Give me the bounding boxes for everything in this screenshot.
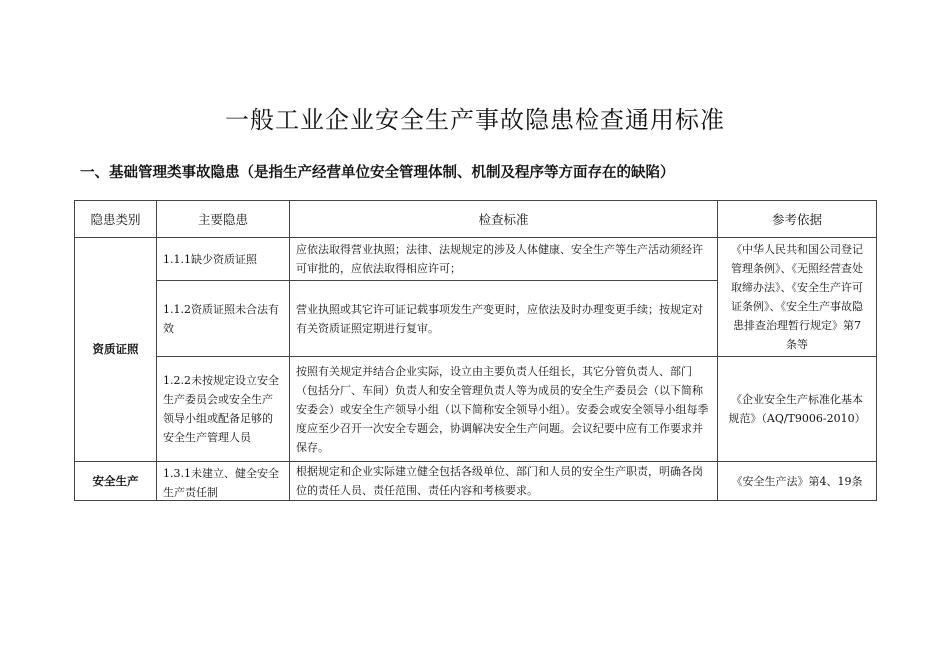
reference-cell: 《中华人民共和国公司登记管理条例》、《无照经营查处取缔办法》、《安全生产许可证条例》、《安全生产事故隐患排查治理暂行规定》第7条等 [718,238,877,357]
hazard-cell: 1.1.1缺少资质证照 [157,238,290,281]
standard-cell: 根据规定和企业实际建立健全包括各级单位、部门和人员的安全生产职责，明确各岗位的责任人员、责任范围、责任内容和考核要求。 [290,462,718,501]
standard-cell: 按照有关规定并结合企业实际，设立由主要负责人任组长，其它分管负责人、部门（包括分厂、车间）负责人和安全管理负责人等为成员的安全生产委员会（以下简称安委会）或安全生产领导小组（以下简称安全领导小组）。安委会或安全领导小组每季度应至少召开一次安全专题会，协调解决安全生产问题。会议纪要中应有工作要求并保存。 [290,357,718,462]
hazard-cell [157,462,290,501]
table-header-row [75,201,877,238]
table-row [75,238,877,281]
reference-cell: 《企业安全生产标准化基本规范》（AQ/T9006-2010） [718,357,877,462]
header-hazard: 主要隐患 [157,201,290,238]
standard-cell: 营业执照或其它许可证记载事项发生产变更时，应依法及时办理变更手续；按规定对有关资质证照定期进行复审。 [290,281,718,357]
document-title: 一般工业企业安全生产事故隐患检查通用标准 [225,106,725,134]
category-cell: 资质证照 [75,238,157,462]
section-heading: 一、基础管理类事故隐患（是指生产经营单位安全管理体制、机制及程序等方面存在的缺陷） [80,165,675,181]
hazard-cell: 1.1.2资质证照未合法有效 [157,281,290,357]
table-row [75,462,877,501]
table-row [75,357,877,462]
hazard-text: 1.3.1未建立、健全安全生产责任制 [163,466,279,499]
hazard-cell: 1.2.2未按规定设立安全生产委员会或安全生产领导小组或配备足够的安全生产管理人员 [157,357,290,462]
standard-cell: 应依法取得营业执照；法律、法规规定的涉及人体健康、安全生产等生产活动须经许可审批的，应依法取得相应许可； [290,238,718,281]
reference-cell: 《安全生产法》第4、19条 [718,462,877,501]
header-category: 隐患类别 [75,201,157,238]
category-cell: 安全生产 [75,462,157,501]
header-reference: 参考依据 [718,201,877,238]
header-standard: 检查标准 [290,201,718,238]
hazard-standard-table [74,200,877,501]
